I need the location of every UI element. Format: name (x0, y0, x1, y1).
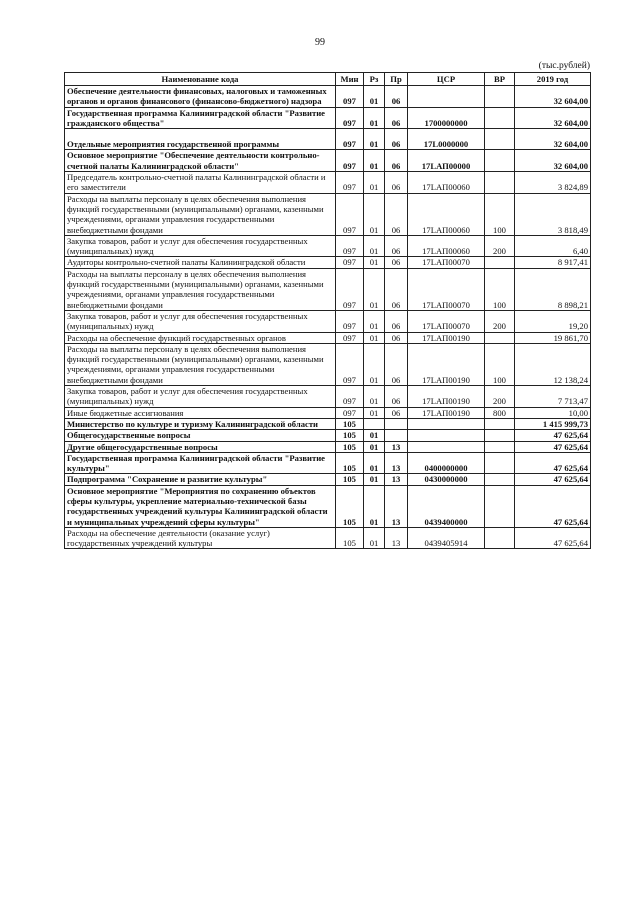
cell-code-csr: 17LАП00190 (408, 386, 485, 408)
table-row (65, 418, 591, 429)
cell-code-csr: 0439400000 (408, 485, 485, 527)
cell-amount: 47 625,64 (515, 527, 591, 549)
cell-code-pr: 06 (385, 150, 408, 172)
page-number: 99 (315, 37, 325, 48)
cell-code-name: Отдельные мероприятия государственной программы (65, 129, 336, 150)
cell-code-csr (408, 418, 485, 429)
cell-amount: 32 604,00 (515, 150, 591, 172)
cell-code-name: Расходы на обеспечение деятельности (оказание услуг) государственных учреждений культуры (65, 527, 336, 549)
table-row (65, 485, 591, 527)
cell-code-csr: 17LАП00060 (408, 193, 485, 235)
cell-amount: 1 415 999,73 (515, 418, 591, 429)
table-row (65, 129, 591, 150)
cell-code-vr (485, 430, 515, 441)
cell-code-rz: 01 (364, 310, 385, 332)
cell-code-pr (385, 430, 408, 441)
cell-code-vr (485, 452, 515, 474)
table-row (65, 452, 591, 474)
table-row (65, 257, 591, 268)
cell-code-min: 097 (336, 332, 364, 343)
cell-code-min: 097 (336, 235, 364, 257)
cell-amount: 8 917,41 (515, 257, 591, 268)
units-label: (тыс.рублей) (538, 61, 590, 71)
cell-code-min: 097 (336, 407, 364, 418)
cell-code-rz: 01 (364, 430, 385, 441)
cell-code-rz: 01 (364, 452, 385, 474)
cell-code-pr: 06 (385, 257, 408, 268)
cell-code-vr (485, 485, 515, 527)
cell-code-name: Основное мероприятие "Обеспечение деятельности контрольно-счетной палаты Калининградской области" (65, 150, 336, 172)
cell-code-pr: 06 (385, 343, 408, 385)
cell-code-csr: 17LАП00190 (408, 343, 485, 385)
header-vr: ВР (485, 73, 515, 86)
cell-code-name: Иные бюджетные ассигнования (65, 407, 336, 418)
cell-code-csr: 17LАП00070 (408, 268, 485, 310)
table-row (65, 386, 591, 408)
cell-code-csr: 17LАП00070 (408, 310, 485, 332)
cell-code-name: Основное мероприятие "Мероприятия по сохранению объектов сферы культуры, укрепление материально-технической базы государственных учреждений культуры Калининградской области и муниципальных учреждений сферы культуры" (65, 485, 336, 527)
cell-code-pr: 06 (385, 86, 408, 108)
cell-code-min: 105 (336, 418, 364, 429)
cell-code-vr: 200 (485, 310, 515, 332)
cell-code-rz: 01 (364, 386, 385, 408)
cell-code-vr (485, 107, 515, 129)
table-row (65, 310, 591, 332)
cell-code-csr: 0400000000 (408, 452, 485, 474)
cell-code-pr: 13 (385, 485, 408, 527)
table-row (65, 268, 591, 310)
table-row (65, 343, 591, 385)
cell-code-min: 097 (336, 86, 364, 108)
cell-code-rz: 01 (364, 268, 385, 310)
cell-code-name: Расходы на выплаты персоналу в целях обеспечения выполнения функций государственными (муниципальными) органами, казенными учреждениями, органами управления государственными внебюджетными фондами (65, 268, 336, 310)
cell-code-rz: 01 (364, 235, 385, 257)
table-row (65, 107, 591, 129)
table-row (65, 235, 591, 257)
cell-code-csr: 17L0000000 (408, 129, 485, 150)
cell-code-pr: 13 (385, 452, 408, 474)
cell-code-vr (485, 257, 515, 268)
cell-code-vr: 200 (485, 235, 515, 257)
cell-code-vr (485, 418, 515, 429)
table-row (65, 441, 591, 452)
cell-code-name: Государственная программа Калининградской области "Развитие культуры" (65, 452, 336, 474)
header-name: Наименование кода (65, 73, 336, 86)
cell-code-name: Закупка товаров, работ и услуг для обеспечения государственных (муниципальных) нужд (65, 310, 336, 332)
cell-code-name: Обеспечение деятельности финансовых, налоговых и таможенных органов и органов финансового (финансово-бюджетного) надзора (65, 86, 336, 108)
cell-amount: 47 625,64 (515, 474, 591, 485)
table-header-row (65, 73, 591, 86)
cell-code-pr: 06 (385, 332, 408, 343)
table-row (65, 150, 591, 172)
cell-code-min: 097 (336, 172, 364, 194)
cell-code-csr: 17LАП00070 (408, 257, 485, 268)
cell-code-name: Расходы на выплаты персоналу в целях обеспечения выполнения функций государственными (муниципальными) органами, казенными учреждениями, органами управления государственными внебюджетными фондами (65, 343, 336, 385)
cell-code-min: 097 (336, 129, 364, 150)
cell-code-pr: 06 (385, 310, 408, 332)
cell-code-vr: 100 (485, 343, 515, 385)
cell-code-name: Закупка товаров, работ и услуг для обеспечения государственных (муниципальных) нужд (65, 386, 336, 408)
cell-code-rz: 01 (364, 474, 385, 485)
cell-amount: 12 138,24 (515, 343, 591, 385)
cell-code-pr: 13 (385, 527, 408, 549)
cell-code-min: 105 (336, 452, 364, 474)
cell-code-rz: 01 (364, 407, 385, 418)
cell-code-vr: 100 (485, 193, 515, 235)
table-row (65, 172, 591, 194)
cell-code-min: 097 (336, 193, 364, 235)
cell-code-min: 105 (336, 474, 364, 485)
cell-code-vr (485, 172, 515, 194)
cell-amount: 47 625,64 (515, 441, 591, 452)
cell-code-vr (485, 129, 515, 150)
cell-code-rz: 01 (364, 527, 385, 549)
cell-code-name: Закупка товаров, работ и услуг для обеспечения государственных (муниципальных) нужд (65, 235, 336, 257)
cell-amount: 19,20 (515, 310, 591, 332)
table-row (65, 332, 591, 343)
cell-code-rz: 01 (364, 257, 385, 268)
cell-code-min: 097 (336, 386, 364, 408)
cell-code-rz: 01 (364, 332, 385, 343)
header-amount: 2019 год (515, 73, 591, 86)
cell-code-vr (485, 441, 515, 452)
cell-amount: 47 625,64 (515, 430, 591, 441)
cell-code-name: Другие общегосударственные вопросы (65, 441, 336, 452)
cell-code-csr: 0430000000 (408, 474, 485, 485)
header-csr: ЦСР (408, 73, 485, 86)
cell-code-name: Министерство по культуре и туризму Калининградской области (65, 418, 336, 429)
table-row (65, 430, 591, 441)
cell-code-rz: 01 (364, 485, 385, 527)
cell-code-rz: 01 (364, 129, 385, 150)
cell-code-csr (408, 441, 485, 452)
cell-code-rz: 01 (364, 86, 385, 108)
cell-code-pr (385, 418, 408, 429)
cell-code-vr (485, 332, 515, 343)
cell-code-vr (485, 474, 515, 485)
cell-code-name: Подпрограмма "Сохранение и развитие культуры" (65, 474, 336, 485)
cell-amount: 32 604,00 (515, 107, 591, 129)
cell-amount: 10,00 (515, 407, 591, 418)
cell-code-name: Расходы на обеспечение функций государственных органов (65, 332, 336, 343)
cell-code-pr: 06 (385, 129, 408, 150)
cell-code-rz: 01 (364, 172, 385, 194)
cell-code-min: 105 (336, 441, 364, 452)
cell-code-csr: 17LАП00190 (408, 407, 485, 418)
cell-amount: 3 818,49 (515, 193, 591, 235)
cell-code-pr: 06 (385, 235, 408, 257)
cell-amount: 19 861,70 (515, 332, 591, 343)
cell-amount: 32 604,00 (515, 86, 591, 108)
budget-table (64, 72, 591, 549)
cell-code-csr: 0439405914 (408, 527, 485, 549)
cell-code-pr: 06 (385, 107, 408, 129)
cell-code-min: 105 (336, 527, 364, 549)
cell-code-pr: 06 (385, 268, 408, 310)
cell-code-pr: 06 (385, 172, 408, 194)
table-row (65, 474, 591, 485)
cell-code-csr: 17LАП00060 (408, 235, 485, 257)
cell-code-rz: 01 (364, 441, 385, 452)
cell-code-name: Государственная программа Калининградской области "Развитие гражданского общества" (65, 107, 336, 129)
cell-code-vr: 800 (485, 407, 515, 418)
cell-amount: 47 625,64 (515, 452, 591, 474)
cell-code-rz: 01 (364, 343, 385, 385)
header-min: Мин (336, 73, 364, 86)
cell-code-vr: 100 (485, 268, 515, 310)
cell-code-pr: 06 (385, 407, 408, 418)
cell-code-csr: 1700000000 (408, 107, 485, 129)
cell-code-vr (485, 527, 515, 549)
cell-code-min: 097 (336, 310, 364, 332)
table-row (65, 86, 591, 108)
cell-amount: 7 713,47 (515, 386, 591, 408)
cell-code-vr (485, 86, 515, 108)
cell-amount: 47 625,64 (515, 485, 591, 527)
cell-code-pr: 06 (385, 386, 408, 408)
header-rz: Рз (364, 73, 385, 86)
cell-code-rz: 01 (364, 193, 385, 235)
table-row (65, 193, 591, 235)
cell-code-name: Расходы на выплаты персоналу в целях обеспечения выполнения функций государственными (муниципальными) органами, казенными учреждениями, органами управления государственными внебюджетными фондами (65, 193, 336, 235)
cell-code-csr (408, 86, 485, 108)
cell-code-csr (408, 430, 485, 441)
cell-code-csr: 17LАП00000 (408, 150, 485, 172)
cell-code-pr: 06 (385, 193, 408, 235)
cell-code-min: 097 (336, 268, 364, 310)
cell-amount: 3 824,89 (515, 172, 591, 194)
cell-code-min: 097 (336, 343, 364, 385)
cell-amount: 32 604,00 (515, 129, 591, 150)
cell-code-rz (364, 418, 385, 429)
table-row (65, 407, 591, 418)
cell-code-pr: 13 (385, 441, 408, 452)
cell-code-min: 105 (336, 430, 364, 441)
cell-code-vr (485, 150, 515, 172)
cell-code-min: 105 (336, 485, 364, 527)
cell-code-min: 097 (336, 257, 364, 268)
cell-code-rz: 01 (364, 107, 385, 129)
cell-code-rz: 01 (364, 150, 385, 172)
cell-code-pr: 13 (385, 474, 408, 485)
cell-amount: 8 898,21 (515, 268, 591, 310)
cell-code-min: 097 (336, 150, 364, 172)
cell-code-csr: 17LАП00190 (408, 332, 485, 343)
cell-code-name: Аудиторы контрольно-счетной палаты Калининградской области (65, 257, 336, 268)
cell-code-min: 097 (336, 107, 364, 129)
table-row (65, 527, 591, 549)
cell-code-csr: 17LАП00060 (408, 172, 485, 194)
cell-code-name: Общегосударственные вопросы (65, 430, 336, 441)
header-pr: Пр (385, 73, 408, 86)
cell-code-name: Председатель контрольно-счетной палаты Калининградской области и его заместители (65, 172, 336, 194)
cell-amount: 6,40 (515, 235, 591, 257)
cell-code-vr: 200 (485, 386, 515, 408)
